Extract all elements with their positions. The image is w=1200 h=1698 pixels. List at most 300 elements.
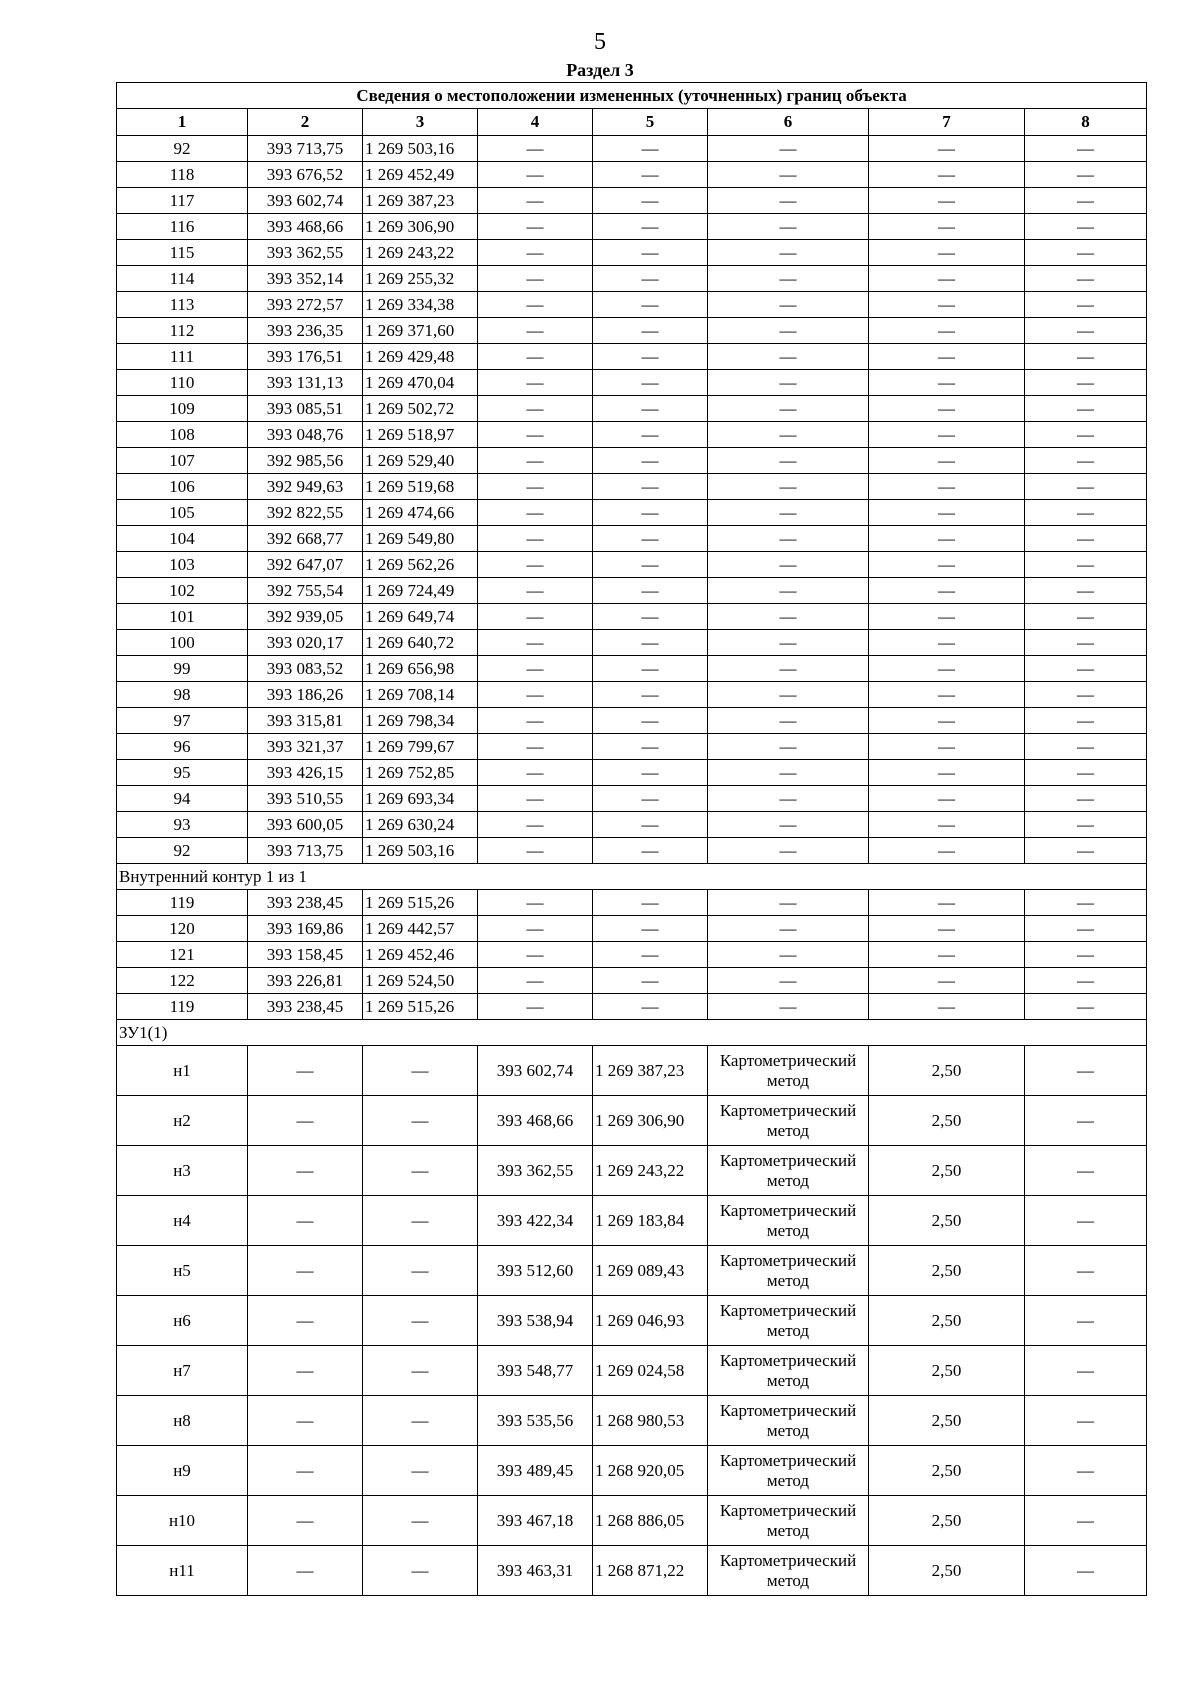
point-number-cell: 107	[117, 448, 248, 474]
column-header: 3	[363, 109, 478, 136]
empty-dash-cell: —	[869, 344, 1025, 370]
point-number-cell: н2	[117, 1096, 248, 1146]
table-row	[117, 552, 1147, 578]
point-number-cell: 119	[117, 994, 248, 1020]
table-caption: Сведения о местоположении измененных (уточненных) границ объекта	[117, 83, 1147, 109]
empty-dash-cell: —	[708, 240, 869, 266]
empty-dash-cell: —	[1025, 344, 1147, 370]
empty-dash-cell: —	[1025, 552, 1147, 578]
empty-dash-cell: —	[593, 786, 708, 812]
empty-dash-cell: —	[869, 526, 1025, 552]
y-coordinate-cell: 1 269 255,32	[363, 266, 478, 292]
x-coordinate-cell: 393 535,56	[478, 1396, 593, 1446]
table-row	[117, 1246, 1147, 1296]
empty-dash-cell: —	[478, 968, 593, 994]
empty-dash-cell: —	[1025, 1196, 1147, 1246]
method-cell: Картометрический метод	[708, 1496, 869, 1546]
empty-dash-cell: —	[478, 786, 593, 812]
empty-dash-cell: —	[1025, 604, 1147, 630]
empty-dash-cell: —	[593, 552, 708, 578]
x-coordinate-cell: 393 085,51	[248, 396, 363, 422]
empty-dash-cell: —	[593, 812, 708, 838]
y-coordinate-cell: 1 269 515,26	[363, 890, 478, 916]
point-number-cell: н4	[117, 1196, 248, 1246]
x-coordinate-cell: 393 512,60	[478, 1246, 593, 1296]
y-coordinate-cell: 1 269 306,90	[363, 214, 478, 240]
empty-dash-cell: —	[1025, 370, 1147, 396]
point-number-cell: 96	[117, 734, 248, 760]
empty-dash-cell: —	[593, 266, 708, 292]
empty-dash-cell: —	[1025, 500, 1147, 526]
empty-dash-cell: —	[593, 370, 708, 396]
point-number-cell: 106	[117, 474, 248, 500]
empty-dash-cell: —	[708, 656, 869, 682]
y-coordinate-cell: 1 269 046,93	[593, 1296, 708, 1346]
empty-dash-cell: —	[593, 500, 708, 526]
table-row	[117, 1196, 1147, 1246]
empty-dash-cell: —	[1025, 1096, 1147, 1146]
table-row	[117, 890, 1147, 916]
point-number-cell: н6	[117, 1296, 248, 1346]
empty-dash-cell: —	[593, 942, 708, 968]
table-row	[117, 474, 1147, 500]
accuracy-cell: 2,50	[869, 1196, 1025, 1246]
empty-dash-cell: —	[363, 1296, 478, 1346]
table-row	[117, 344, 1147, 370]
empty-dash-cell: —	[363, 1246, 478, 1296]
empty-dash-cell: —	[1025, 760, 1147, 786]
accuracy-cell: 2,50	[869, 1396, 1025, 1446]
empty-dash-cell: —	[248, 1096, 363, 1146]
x-coordinate-cell: 393 538,94	[478, 1296, 593, 1346]
empty-dash-cell: —	[593, 708, 708, 734]
empty-dash-cell: —	[1025, 916, 1147, 942]
empty-dash-cell: —	[593, 188, 708, 214]
empty-dash-cell: —	[593, 526, 708, 552]
empty-dash-cell: —	[478, 656, 593, 682]
empty-dash-cell: —	[1025, 968, 1147, 994]
empty-dash-cell: —	[363, 1146, 478, 1196]
empty-dash-cell: —	[708, 448, 869, 474]
point-number-cell: 100	[117, 630, 248, 656]
empty-dash-cell: —	[363, 1546, 478, 1596]
point-number-cell: 109	[117, 396, 248, 422]
empty-dash-cell: —	[1025, 526, 1147, 552]
table-row	[117, 838, 1147, 864]
empty-dash-cell: —	[869, 994, 1025, 1020]
x-coordinate-cell: 393 238,45	[248, 994, 363, 1020]
empty-dash-cell: —	[1025, 422, 1147, 448]
empty-dash-cell: —	[593, 448, 708, 474]
point-number-cell: 110	[117, 370, 248, 396]
y-coordinate-cell: 1 269 183,84	[593, 1196, 708, 1246]
y-coordinate-cell: 1 269 549,80	[363, 526, 478, 552]
empty-dash-cell: —	[869, 474, 1025, 500]
x-coordinate-cell: 393 422,34	[478, 1196, 593, 1246]
y-coordinate-cell: 1 269 515,26	[363, 994, 478, 1020]
x-coordinate-cell: 393 352,14	[248, 266, 363, 292]
table-row	[117, 942, 1147, 968]
empty-dash-cell: —	[478, 318, 593, 344]
y-coordinate-cell: 1 269 724,49	[363, 578, 478, 604]
empty-dash-cell: —	[478, 526, 593, 552]
y-coordinate-cell: 1 269 529,40	[363, 448, 478, 474]
empty-dash-cell: —	[1025, 812, 1147, 838]
empty-dash-cell: —	[708, 396, 869, 422]
empty-dash-cell: —	[869, 266, 1025, 292]
boundary-table	[116, 82, 1147, 1596]
y-coordinate-cell: 1 269 562,26	[363, 552, 478, 578]
table-row	[117, 318, 1147, 344]
y-coordinate-cell: 1 269 518,97	[363, 422, 478, 448]
empty-dash-cell: —	[869, 682, 1025, 708]
x-coordinate-cell: 393 158,45	[248, 942, 363, 968]
method-cell: Картометрический метод	[708, 1296, 869, 1346]
y-coordinate-cell: 1 269 649,74	[363, 604, 478, 630]
y-coordinate-cell: 1 269 693,34	[363, 786, 478, 812]
point-number-cell: 116	[117, 214, 248, 240]
y-coordinate-cell: 1 268 920,05	[593, 1446, 708, 1496]
empty-dash-cell: —	[708, 422, 869, 448]
table-row	[117, 708, 1147, 734]
x-coordinate-cell: 393 463,31	[478, 1546, 593, 1596]
y-coordinate-cell: 1 268 871,22	[593, 1546, 708, 1596]
method-cell: Картометрический метод	[708, 1346, 869, 1396]
x-coordinate-cell: 393 468,66	[478, 1096, 593, 1146]
x-coordinate-cell: 393 083,52	[248, 656, 363, 682]
point-number-cell: 119	[117, 890, 248, 916]
empty-dash-cell: —	[708, 526, 869, 552]
empty-dash-cell: —	[869, 162, 1025, 188]
x-coordinate-cell: 393 467,18	[478, 1496, 593, 1546]
table-row	[117, 968, 1147, 994]
empty-dash-cell: —	[869, 604, 1025, 630]
y-coordinate-cell: 1 269 656,98	[363, 656, 478, 682]
table-row	[117, 1496, 1147, 1546]
empty-dash-cell: —	[1025, 292, 1147, 318]
empty-dash-cell: —	[708, 370, 869, 396]
empty-dash-cell: —	[869, 656, 1025, 682]
column-header: 2	[248, 109, 363, 136]
point-number-cell: 101	[117, 604, 248, 630]
empty-dash-cell: —	[708, 890, 869, 916]
empty-dash-cell: —	[708, 916, 869, 942]
empty-dash-cell: —	[1025, 734, 1147, 760]
x-coordinate-cell: 393 489,45	[478, 1446, 593, 1496]
empty-dash-cell: —	[478, 942, 593, 968]
x-coordinate-cell: 392 939,05	[248, 604, 363, 630]
empty-dash-cell: —	[708, 578, 869, 604]
empty-dash-cell: —	[478, 578, 593, 604]
empty-dash-cell: —	[593, 604, 708, 630]
empty-dash-cell: —	[708, 786, 869, 812]
empty-dash-cell: —	[478, 760, 593, 786]
empty-dash-cell: —	[1025, 1396, 1147, 1446]
empty-dash-cell: —	[478, 292, 593, 318]
empty-dash-cell: —	[1025, 1446, 1147, 1496]
method-cell: Картометрический метод	[708, 1046, 869, 1096]
empty-dash-cell: —	[708, 812, 869, 838]
empty-dash-cell: —	[248, 1546, 363, 1596]
table-row	[117, 526, 1147, 552]
accuracy-cell: 2,50	[869, 1546, 1025, 1596]
table-row	[117, 812, 1147, 838]
empty-dash-cell: —	[869, 370, 1025, 396]
empty-dash-cell: —	[593, 994, 708, 1020]
y-coordinate-cell: 1 269 470,04	[363, 370, 478, 396]
empty-dash-cell: —	[593, 396, 708, 422]
section-title: Раздел 3	[566, 60, 634, 80]
table-row	[117, 656, 1147, 682]
empty-dash-cell: —	[1025, 448, 1147, 474]
empty-dash-cell: —	[869, 136, 1025, 162]
empty-dash-cell: —	[478, 812, 593, 838]
empty-dash-cell: —	[1025, 630, 1147, 656]
empty-dash-cell: —	[478, 916, 593, 942]
y-coordinate-cell: 1 269 429,48	[363, 344, 478, 370]
x-coordinate-cell: 393 226,81	[248, 968, 363, 994]
point-number-cell: 111	[117, 344, 248, 370]
empty-dash-cell: —	[363, 1446, 478, 1496]
empty-dash-cell: —	[869, 448, 1025, 474]
table-row	[117, 578, 1147, 604]
empty-dash-cell: —	[1025, 214, 1147, 240]
empty-dash-cell: —	[248, 1296, 363, 1346]
y-coordinate-cell: 1 269 442,57	[363, 916, 478, 942]
point-number-cell: 102	[117, 578, 248, 604]
accuracy-cell: 2,50	[869, 1046, 1025, 1096]
y-coordinate-cell: 1 269 524,50	[363, 968, 478, 994]
empty-dash-cell: —	[1025, 1496, 1147, 1546]
y-coordinate-cell: 1 269 640,72	[363, 630, 478, 656]
empty-dash-cell: —	[708, 552, 869, 578]
column-header: 8	[1025, 109, 1147, 136]
empty-dash-cell: —	[593, 630, 708, 656]
empty-dash-cell: —	[1025, 396, 1147, 422]
y-coordinate-cell: 1 269 452,49	[363, 162, 478, 188]
column-header: 4	[478, 109, 593, 136]
method-cell: Картометрический метод	[708, 1546, 869, 1596]
empty-dash-cell: —	[478, 994, 593, 1020]
empty-dash-cell: —	[593, 682, 708, 708]
y-coordinate-cell: 1 269 502,72	[363, 396, 478, 422]
empty-dash-cell: —	[1025, 474, 1147, 500]
y-coordinate-cell: 1 269 243,22	[363, 240, 478, 266]
table-row	[117, 422, 1147, 448]
table-row	[117, 682, 1147, 708]
empty-dash-cell: —	[708, 968, 869, 994]
x-coordinate-cell: 393 600,05	[248, 812, 363, 838]
empty-dash-cell: —	[708, 604, 869, 630]
point-number-cell: н10	[117, 1496, 248, 1546]
x-coordinate-cell: 393 510,55	[248, 786, 363, 812]
empty-dash-cell: —	[708, 292, 869, 318]
table-row	[117, 1546, 1147, 1596]
empty-dash-cell: —	[363, 1496, 478, 1546]
empty-dash-cell: —	[593, 292, 708, 318]
table-row	[117, 630, 1147, 656]
empty-dash-cell: —	[593, 344, 708, 370]
x-coordinate-cell: 393 602,74	[478, 1046, 593, 1096]
table-row	[117, 1046, 1147, 1096]
table-row	[117, 136, 1147, 162]
method-cell: Картометрический метод	[708, 1096, 869, 1146]
column-header: 1	[117, 109, 248, 136]
x-coordinate-cell: 393 176,51	[248, 344, 363, 370]
accuracy-cell: 2,50	[869, 1496, 1025, 1546]
point-number-cell: 114	[117, 266, 248, 292]
empty-dash-cell: —	[1025, 240, 1147, 266]
empty-dash-cell: —	[1025, 682, 1147, 708]
empty-dash-cell: —	[1025, 188, 1147, 214]
empty-dash-cell: —	[869, 578, 1025, 604]
point-number-cell: 95	[117, 760, 248, 786]
empty-dash-cell: —	[708, 214, 869, 240]
table-row	[117, 266, 1147, 292]
table-row	[117, 292, 1147, 318]
x-coordinate-cell: 393 020,17	[248, 630, 363, 656]
empty-dash-cell: —	[478, 682, 593, 708]
empty-dash-cell: —	[363, 1196, 478, 1246]
empty-dash-cell: —	[478, 214, 593, 240]
inner-contour-label: Внутренний контур 1 из 1	[117, 864, 1147, 890]
point-number-cell: 121	[117, 942, 248, 968]
table-row	[117, 1446, 1147, 1496]
point-number-cell: 112	[117, 318, 248, 344]
empty-dash-cell: —	[869, 240, 1025, 266]
empty-dash-cell: —	[593, 422, 708, 448]
empty-dash-cell: —	[478, 474, 593, 500]
accuracy-cell: 2,50	[869, 1096, 1025, 1146]
empty-dash-cell: —	[593, 214, 708, 240]
empty-dash-cell: —	[869, 214, 1025, 240]
column-header: 6	[708, 109, 869, 136]
table-row	[117, 1296, 1147, 1346]
y-coordinate-cell: 1 269 387,23	[593, 1046, 708, 1096]
table-row	[117, 916, 1147, 942]
empty-dash-cell: —	[708, 162, 869, 188]
point-number-cell: 93	[117, 812, 248, 838]
x-coordinate-cell: 392 647,07	[248, 552, 363, 578]
empty-dash-cell: —	[869, 396, 1025, 422]
point-number-cell: 97	[117, 708, 248, 734]
empty-dash-cell: —	[869, 188, 1025, 214]
empty-dash-cell: —	[593, 916, 708, 942]
x-coordinate-cell: 393 426,15	[248, 760, 363, 786]
point-number-cell: 105	[117, 500, 248, 526]
empty-dash-cell: —	[1025, 994, 1147, 1020]
y-coordinate-cell: 1 269 474,66	[363, 500, 478, 526]
empty-dash-cell: —	[478, 422, 593, 448]
table-row	[117, 188, 1147, 214]
y-coordinate-cell: 1 269 334,38	[363, 292, 478, 318]
point-number-cell: 94	[117, 786, 248, 812]
empty-dash-cell: —	[869, 838, 1025, 864]
point-number-cell: н11	[117, 1546, 248, 1596]
column-header: 7	[869, 109, 1025, 136]
table-row	[117, 448, 1147, 474]
empty-dash-cell: —	[478, 708, 593, 734]
empty-dash-cell: —	[869, 942, 1025, 968]
empty-dash-cell: —	[248, 1146, 363, 1196]
y-coordinate-cell: 1 269 243,22	[593, 1146, 708, 1196]
empty-dash-cell: —	[869, 292, 1025, 318]
point-number-cell: 122	[117, 968, 248, 994]
empty-dash-cell: —	[869, 890, 1025, 916]
table-row	[117, 370, 1147, 396]
empty-dash-cell: —	[1025, 266, 1147, 292]
empty-dash-cell: —	[593, 734, 708, 760]
empty-dash-cell: —	[708, 630, 869, 656]
empty-dash-cell: —	[478, 838, 593, 864]
column-header-row	[117, 109, 1147, 136]
empty-dash-cell: —	[708, 344, 869, 370]
empty-dash-cell: —	[248, 1446, 363, 1496]
x-coordinate-cell: 393 315,81	[248, 708, 363, 734]
empty-dash-cell: —	[593, 240, 708, 266]
x-coordinate-cell: 392 755,54	[248, 578, 363, 604]
x-coordinate-cell: 392 985,56	[248, 448, 363, 474]
point-number-cell: 118	[117, 162, 248, 188]
empty-dash-cell: —	[363, 1396, 478, 1446]
point-number-cell: н1	[117, 1046, 248, 1096]
empty-dash-cell: —	[1025, 1546, 1147, 1596]
method-cell: Картометрический метод	[708, 1146, 869, 1196]
empty-dash-cell: —	[248, 1396, 363, 1446]
empty-dash-cell: —	[478, 448, 593, 474]
empty-dash-cell: —	[248, 1046, 363, 1096]
point-number-cell: 92	[117, 136, 248, 162]
x-coordinate-cell: 393 238,45	[248, 890, 363, 916]
method-cell: Картометрический метод	[708, 1446, 869, 1496]
x-coordinate-cell: 393 169,86	[248, 916, 363, 942]
point-number-cell: 120	[117, 916, 248, 942]
y-coordinate-cell: 1 269 089,43	[593, 1246, 708, 1296]
empty-dash-cell: —	[869, 630, 1025, 656]
x-coordinate-cell: 393 713,75	[248, 838, 363, 864]
empty-dash-cell: —	[478, 734, 593, 760]
point-number-cell: 92	[117, 838, 248, 864]
empty-dash-cell: —	[1025, 1246, 1147, 1296]
y-coordinate-cell: 1 268 980,53	[593, 1396, 708, 1446]
table-row	[117, 786, 1147, 812]
empty-dash-cell: —	[248, 1246, 363, 1296]
y-coordinate-cell: 1 269 752,85	[363, 760, 478, 786]
point-number-cell: н7	[117, 1346, 248, 1396]
y-coordinate-cell: 1 268 886,05	[593, 1496, 708, 1546]
x-coordinate-cell: 393 602,74	[248, 188, 363, 214]
x-coordinate-cell: 393 186,26	[248, 682, 363, 708]
empty-dash-cell: —	[869, 760, 1025, 786]
empty-dash-cell: —	[478, 604, 593, 630]
x-coordinate-cell: 393 236,35	[248, 318, 363, 344]
empty-dash-cell: —	[593, 318, 708, 344]
table-row	[117, 396, 1147, 422]
empty-dash-cell: —	[869, 812, 1025, 838]
accuracy-cell: 2,50	[869, 1296, 1025, 1346]
empty-dash-cell: —	[708, 994, 869, 1020]
y-coordinate-cell: 1 269 306,90	[593, 1096, 708, 1146]
inner-contour-label-row	[117, 864, 1147, 890]
method-cell: Картометрический метод	[708, 1246, 869, 1296]
y-coordinate-cell: 1 269 799,67	[363, 734, 478, 760]
point-number-cell: н5	[117, 1246, 248, 1296]
empty-dash-cell: —	[478, 630, 593, 656]
empty-dash-cell: —	[593, 968, 708, 994]
empty-dash-cell: —	[593, 474, 708, 500]
empty-dash-cell: —	[478, 240, 593, 266]
y-coordinate-cell: 1 269 519,68	[363, 474, 478, 500]
